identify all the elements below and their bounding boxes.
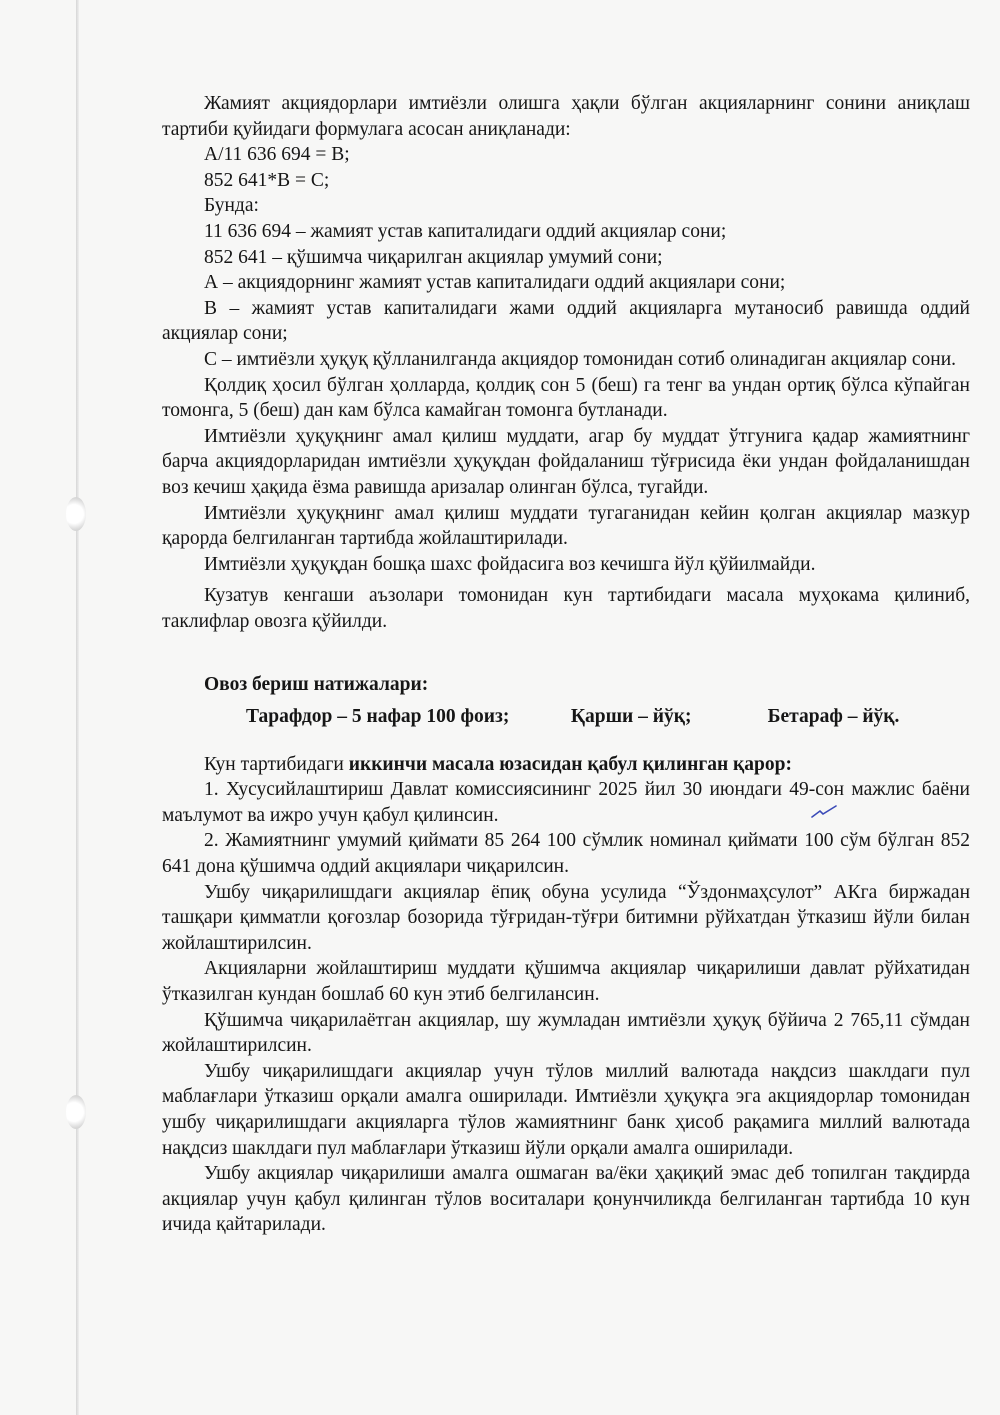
formula-line: А/11 636 694 = В;: [204, 144, 350, 166]
decision-bold: иккинчи масала юзасидан қабул қилинган қарор:: [348, 753, 792, 775]
decision-heading: [162, 752, 970, 778]
where-label: Бунда:: [204, 195, 259, 217]
paragraph-placement-term: Акцияларни жойлаштириш муддати қўшимча акциялар чиқарилиши давлат рўйхатидан ўтказилган кундан бошлаб 60 кун этиб белгилансин.: [162, 958, 970, 1005]
paragraph-payment: Ушбу чиқарилишдаги акциялар учун тўлов миллий валютада нақдсиз шаклдаги пул маблағлари ўтказиш орқали амалга оширилади. Имтиёзли ҳуқуқга эга акциядорлар томонидан ушбу чиқарилишдаги акцияларга тўлов жамиятнинг банк ҳисоб рақамига миллий валютада нақдсиз шаклдаги пул маблағлари ўтказиш йўли орқали амалга оширилади.: [162, 1060, 970, 1159]
vote-abstain: Бетараф – йўқ.: [767, 706, 900, 728]
definition-line: В – жамият устав капиталидаги жами оддий акцияларга мутаносиб равишда оддий акциялар сони;: [162, 297, 970, 345]
formula-line: 852 641*В = С;: [204, 169, 330, 191]
paragraph-rounding: Қолдиқ ҳосил бўлган ҳолларда, қолдиқ сон 5 (беш) га тенг ва ундан ортиқ бўлса кўпайган томонга, 5 (беш) дан кам бўлса камайган томонга бутланади.: [162, 374, 970, 422]
definition-line: А – акциядорнинг жамият устав капиталидаги оддий акциялари сони;: [204, 272, 786, 294]
paragraph-discussion: Кузатув кенгаши аъзолари томонидан кун тартибидаги масала муҳокама қилиниб, таклифлар овозга қўйилди.: [162, 585, 970, 632]
decision-prefix: Кун тартибидаги: [204, 753, 349, 775]
vote-results: [162, 704, 970, 730]
paragraph-remaining-shares: Имтиёзли ҳуқуқнинг амал қилиш муддати тугаганидан кейин қолган акциялар мазкур қарорда белгиланган тартибда жойлаштирилади.: [162, 502, 970, 550]
document-body: [162, 91, 970, 1238]
vote-against: Қарши – йўқ;: [570, 706, 692, 728]
definition-line: 11 636 694 – жамият устав капиталидаги оддий акциялар сони;: [204, 220, 727, 242]
pen-mark-icon: [810, 805, 838, 819]
decision-item-2: 2. Жамиятнинг умумий қиймати 85 264 100 сўмлик номинал қиймати 100 сўм бўлган 852 641 дона қўшимча оддий акциялари чиқарилсин.: [162, 830, 970, 878]
paragraph-refund: Ушбу акциялар чиқарилиши амалга ошмаган ва/ёки ҳақиқий эмас деб топилган тақдирда акциялар учун қабул қилинган тўлов воситалари қонунчиликда белгиланган тартибда 10 кун ичида қайтарилади.: [162, 1163, 970, 1236]
punch-hole: [66, 1095, 86, 1129]
paragraph-right-term: Имтиёзли ҳуқуқнинг амал қилиш муддати, агар бу муддат ўтгунига қадар жамиятнинг барча акциядорларидан имтиёзли ҳуқуқдан фойдаланиш тўғрисида ёки ундан фойдаланишдан воз кечиш ҳақида ёзма равишда аризалар олинган бўлса, тугайди.: [162, 425, 970, 498]
paragraph-price: Қўшимча чиқарилаётган акциялар, шу жумладан имтиёзли ҳуқуқ бўйича 2 765,11 сўмдан жойлаштирилсин.: [162, 1009, 970, 1057]
definition-line: 852 641 – қўшимча чиқарилган акциялар умумий сони;: [204, 246, 663, 268]
paragraph-placement: Ушбу чиқарилишдаги акциялар ёпиқ обуна усулида “Ўздонмаҳсулот” АКга биржадан ташқари қимматли қоғозлар бозорида тўғридан-тўғри битимни рўйхатдан ўтказиш йўли билан жойлаштирилсин.: [162, 881, 970, 954]
vote-for: Тарафдор – 5 нафар 100 фоиз;: [246, 706, 510, 728]
punch-hole: [66, 497, 86, 531]
page-binding-edge: [76, 0, 79, 1415]
vote-heading: Овоз бериш натижалари:: [204, 674, 429, 696]
decision-item-1: 1. Хусусийлаштириш Давлат комиссиясининг 2025 йил 30 июндаги 49-сон мажлис баёни маълумот ва ижро учун қабул қилинсин.: [162, 779, 970, 826]
paragraph-intro: Жамият акциядорлари имтиёзли олишга ҳақли бўлган акцияларнинг сонини аниқлаш тартиби қуйидаги формулага асосан аниқланади:: [162, 93, 970, 140]
paragraph-no-waiver: Имтиёзли ҳуқуқдан бошқа шахс фойдасига воз кечишга йўл қўйилмайди.: [204, 553, 816, 575]
definition-line: С – имтиёзли ҳуқуқ қўлланилганда акциядор томонидан сотиб олинадиган акциялар сони.: [204, 348, 957, 370]
